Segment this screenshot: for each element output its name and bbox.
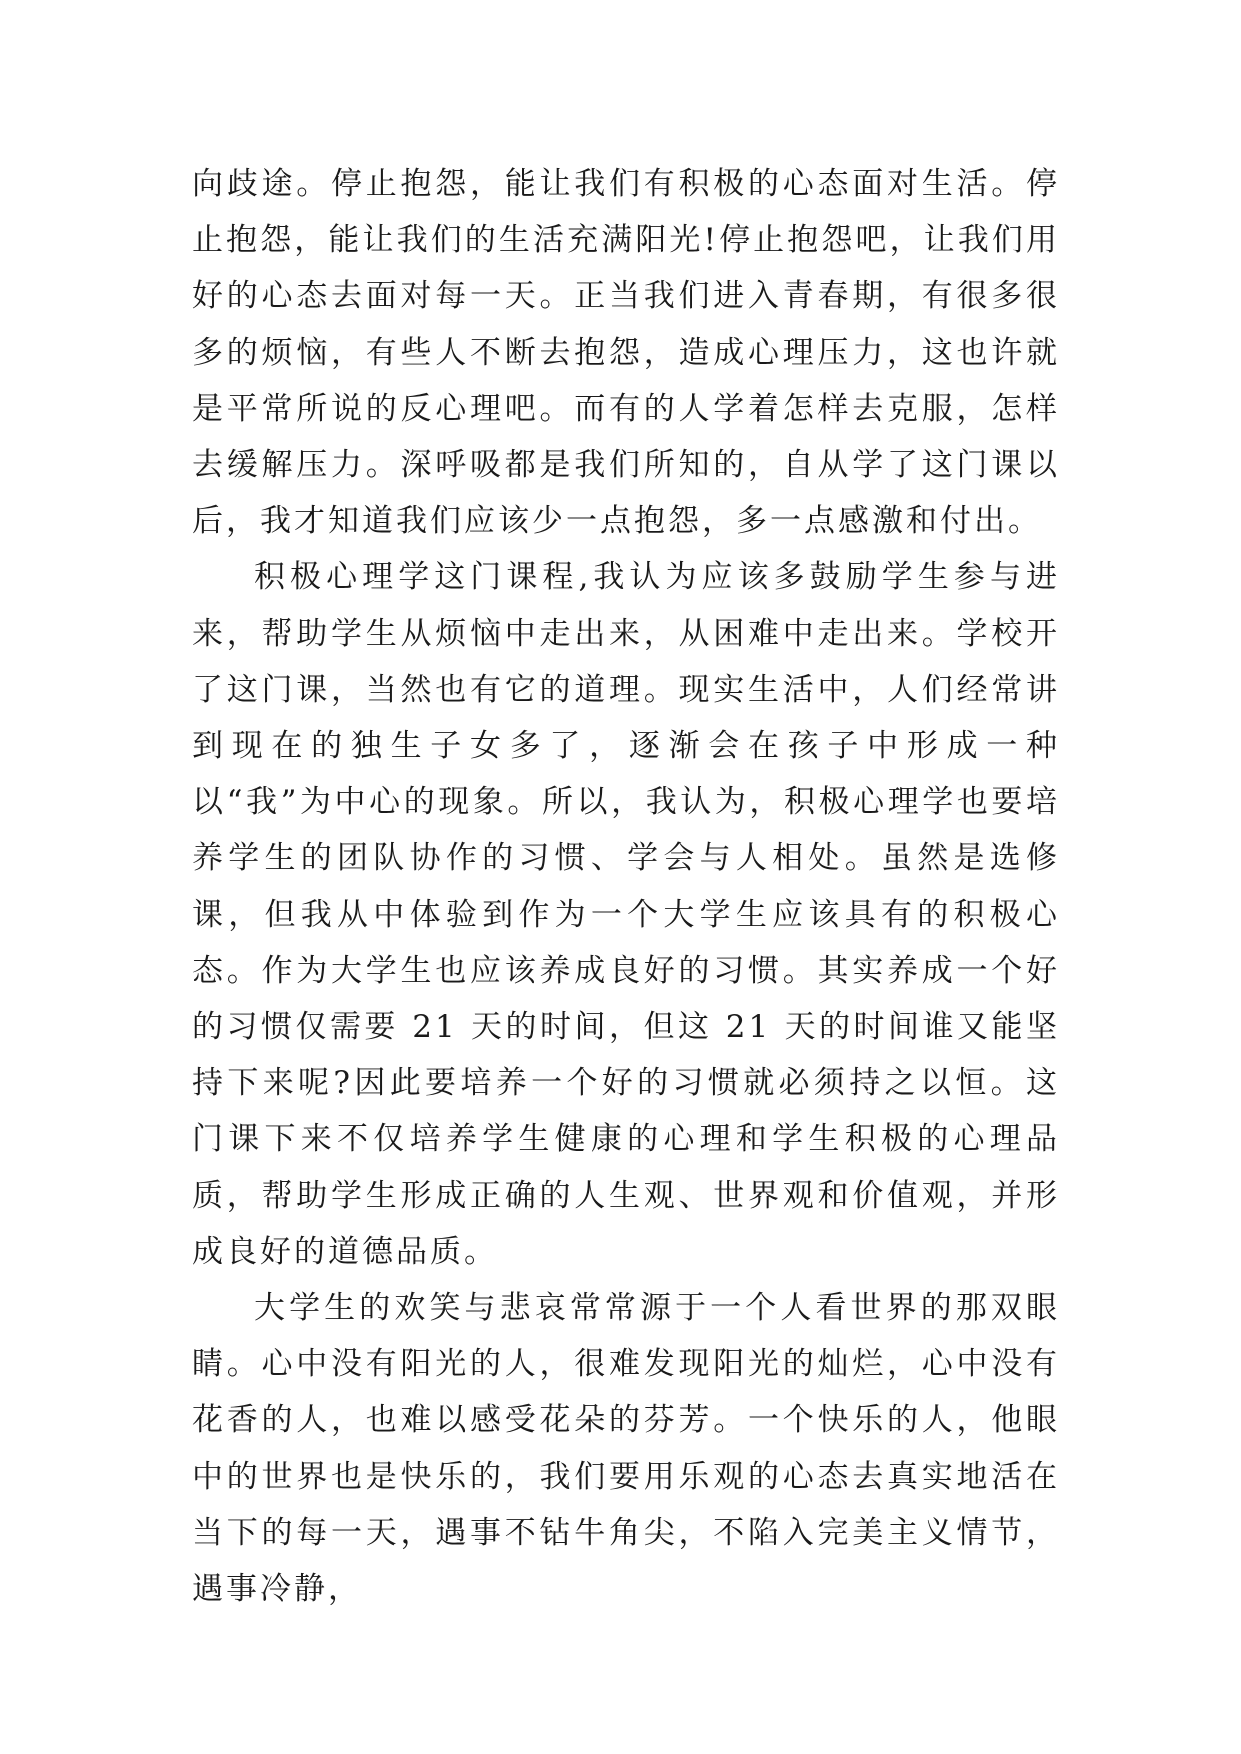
document-body xyxy=(192,156,1060,1617)
paragraph-2: 积极心理学这门课程,我认为应该多鼓励学生参与进来，帮助学生从烦恼中走出来，从困难中走出来。学校开了这门课，当然也有它的道理。现实生活中，人们经常讲到现在的独生子女多了，逐渐会在孩子中形成一种以“我”为中心的现象。所以，我认为，积极心理学也要培养学生的团队协作的习惯、学会与人相处。虽然是选修课，但我从中体验到作为一个大学生应该具有的积极心态。作为大学生也应该养成良好的习惯。其实养成一个好的习惯仅需要 21 天的时间，但这 21 天的时间谁又能坚持下来呢?因此要培养一个好的习惯就必须持之以恒。这门课下来不仅培养学生健康的心理和学生积极的心理品质，帮助学生形成正确的人生观、世界观和价值观，并形成良好的道德品质。 xyxy=(192,559,1060,1270)
paragraph-1: 向歧途。停止抱怨，能让我们有积极的心态面对生活。停止抱怨，能让我们的生活充满阳光!停止抱怨吧，让我们用好的心态去面对每一天。正当我们进入青春期，有很多很多的烦恼，有些人不断去抱怨，造成心理压力，这也许就是平常所说的反心理吧。而有的人学着怎样去克服，怎样去缓解压力。深呼吸都是我们所知的，自从学了这门课以后，我才知道我们应该少一点抱怨，多一点感激和付出。 xyxy=(192,166,1060,540)
paragraph-3: 大学生的欢笑与悲哀常常源于一个人看世界的那双眼睛。心中没有阳光的人，很难发现阳光的灿烂，心中没有花香的人，也难以感受花朵的芬芳。一个快乐的人，他眼中的世界也是快乐的，我们要用乐观的心态去真实地活在当下的每一天，遇事不钻牛角尖，不陷入完美主义情节，遇事冷静， xyxy=(192,1290,1060,1608)
